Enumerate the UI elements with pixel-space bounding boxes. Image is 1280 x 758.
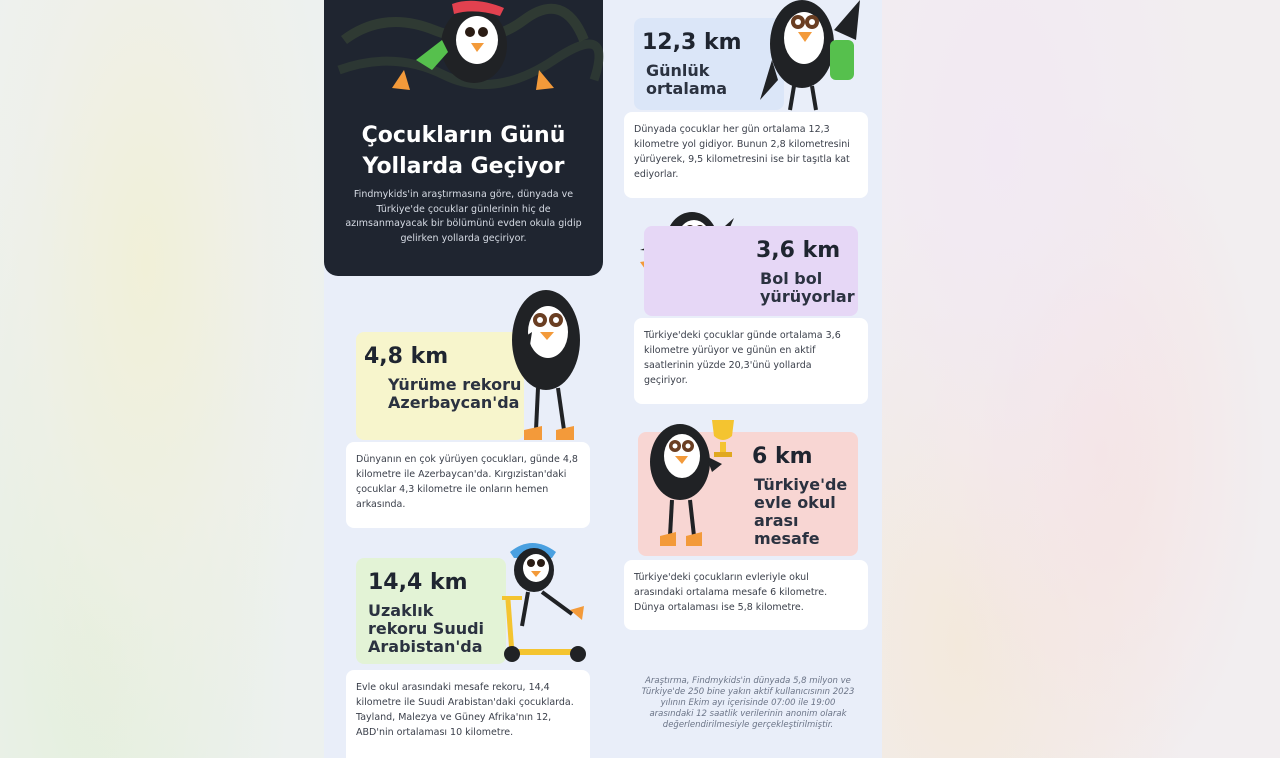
hero-penguin-icon xyxy=(324,0,603,110)
page-title-line: Çocukların Günü xyxy=(361,123,566,148)
hero-description: Findmykids'in araştırmasına göre, dünyada ve Türkiye'de çocuklar günlerinin hiç de azımsanmayacak bir bölümünü evden okula gidip gelirken yollarda geçiriyor. xyxy=(345,189,582,244)
penguin-scooter-icon xyxy=(498,536,598,666)
stat-value: 4,8 km xyxy=(364,344,449,369)
stat-value: 12,3 km xyxy=(642,30,742,55)
stat-text-walk: Türkiye'deki çocuklar günde ortalama 3,6 kilometre yürüyor ve günün en aktif saatlerinin yüzde 20,3'ünü yollarda geçiriyor. xyxy=(634,318,868,404)
stat-caption-line: Uzaklık xyxy=(368,601,434,620)
penguin-trophy-icon xyxy=(642,412,742,552)
stat-text-turkey: Türkiye'deki çocukların evleriyle okul arasındaki ortalama mesafe 6 kilometre. Dünya ortalaması ise 5,8 kilometre. xyxy=(624,560,868,630)
stat-caption-line: Yürüme rekoru xyxy=(388,375,522,394)
stat-caption-line: Bol bol xyxy=(760,269,823,288)
stat-value: 14,4 km xyxy=(368,570,468,595)
stat-caption-line: mesafe xyxy=(754,529,820,548)
stat-card-azerbaijan xyxy=(356,332,524,440)
stat-caption-line: Günlük xyxy=(646,61,710,80)
stat-text-azerbaijan: Dünyanın en çok yürüyen çocukları, günde 4,8 kilometre ile Azerbaycan'da. Kırgızistan'daki çocuklar 4,3 kilometre ile onların hemen arkasında. xyxy=(346,442,590,528)
stat-value: 6 km xyxy=(752,444,813,469)
stat-value: 3,6 km xyxy=(756,238,841,263)
infographic-poster xyxy=(324,0,882,758)
stat-caption xyxy=(368,602,484,656)
footer-note: Araştırma, Findmykids'in dünyada 5,8 milyon ve Türkiye'de 250 bine yakın aktif kullanıcısının 2023 yılının Ekim ayı içerisinde 07:00 ile 19:00 arasındaki 12 saatlik verilerinin anonim olarak değerlendirilmesiyle gerçekleştirilmiştir. xyxy=(641,676,855,730)
stat-caption xyxy=(646,62,727,98)
page-title xyxy=(324,120,603,182)
background-blur-left xyxy=(0,0,324,758)
stat-caption-line: Azerbaycan'da xyxy=(388,393,520,412)
stat-caption-line: yürüyorlar xyxy=(760,287,855,306)
stat-caption xyxy=(754,476,847,548)
penguin-backpack-icon xyxy=(760,0,870,112)
penguin-thinking-icon xyxy=(506,284,596,450)
stat-caption-line: rekoru Suudi xyxy=(368,619,485,638)
stat-caption-line: arası xyxy=(754,511,799,530)
background-blur-right xyxy=(882,0,1280,758)
stat-caption xyxy=(388,376,521,412)
stat-text-daily: Dünyada çocuklar her gün ortalama 12,3 kilometre yol gidiyor. Bunun 2,8 kilometresini yürüyerek, 9,5 kilometresini ise bir taşıtla kat ediyorlar. xyxy=(624,112,868,198)
stat-card-saudi xyxy=(356,558,506,664)
stat-caption-line: Arabistan'da xyxy=(368,637,483,656)
stat-caption-line: ortalama xyxy=(646,79,728,98)
stat-caption xyxy=(760,270,855,306)
page-title-line: Yollarda Geçiyor xyxy=(362,154,565,179)
stat-card-walk xyxy=(644,226,858,316)
hero-panel xyxy=(324,0,603,276)
stat-text-saudi: Evle okul arasındaki mesafe rekoru, 14,4 kilometre ile Suudi Arabistan'daki çocuklarda. Tayland, Malezya ve Güney Afrika'nın 12, ABD'nin ortalaması 10 kilometre. xyxy=(346,670,590,758)
stat-caption-line: evle okul xyxy=(754,493,836,512)
stat-caption-line: Türkiye'de xyxy=(754,475,848,494)
